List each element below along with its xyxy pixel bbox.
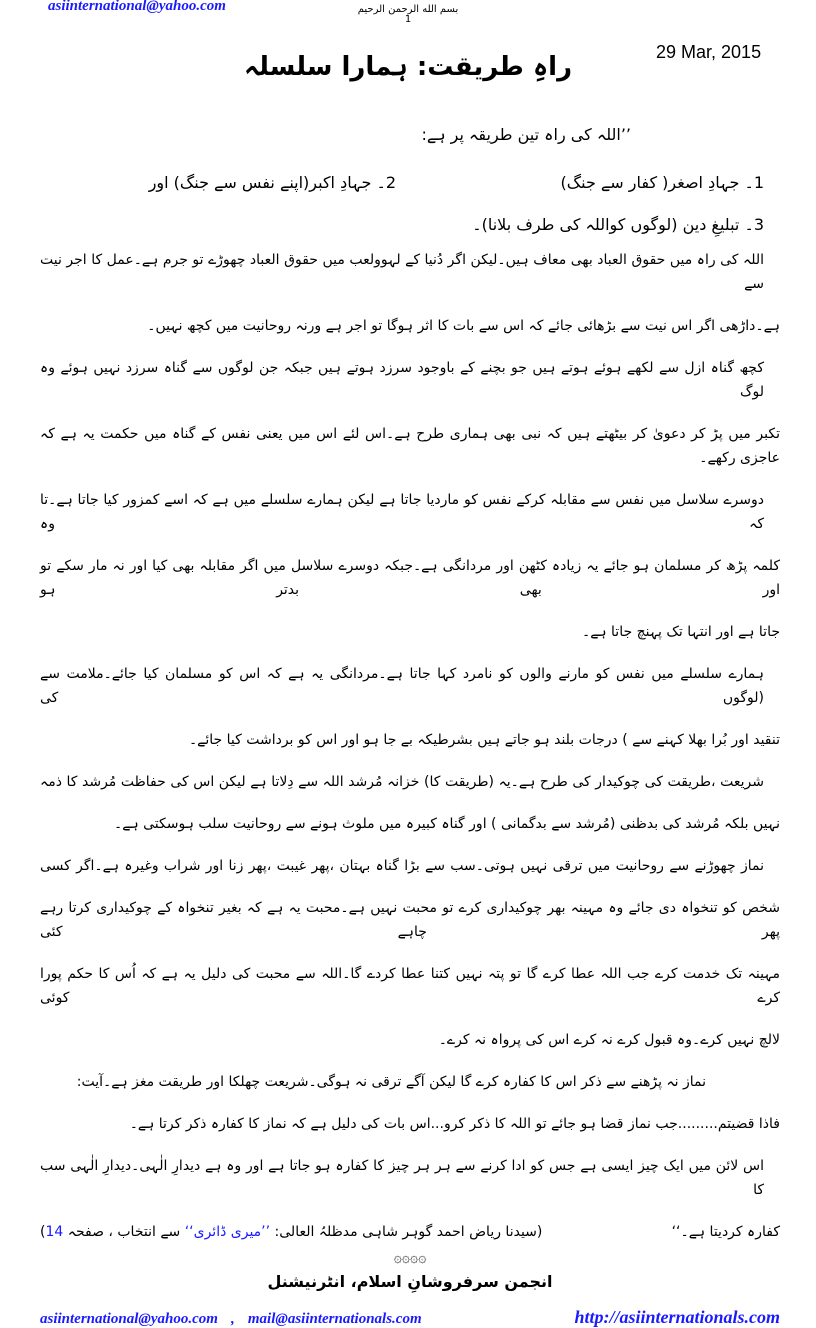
paragraph-5-line: نہیں بلکہ مُرشد کی بدظنی (مُرشد سے بدگمانی ) اور گناہ کبیرہ میں ملوث ہونے سے روحانیت سلب ہوسکتی ہے۔ [114,816,780,832]
footer-email-link[interactable]: asiinternational@yahoo.com [40,1311,218,1327]
page-number: 1 [404,14,412,25]
footer [40,1307,780,1328]
citation-middle: سے انتخاب ، صفحہ [67,1224,181,1240]
footer-separator: , [231,1311,235,1327]
paragraph-2-line: تکبر میں پڑ کر دعویٰ کر بیٹھتے ہیں کہ نبی بھی ہماری طرح ہے۔اس لئے اس میں یعنی نفس کے گناہ میں حکمت یہ ہے کہ عاجزی رکھے۔ [40,426,780,466]
intro-text: ’’اللہ کی راہ تین طریقہ پر ہے: [421,125,631,144]
bismillah: بسم الله الرحمن الرحیم [357,4,459,15]
paragraph-3-line: جاتا ہے اور انتہا تک پہنچ جاتا ہے۔ [581,624,780,640]
citation-prefix: (سیدنا ریاض احمد گوہر شاہی مدظلہُ العالی: [274,1224,543,1240]
list-item-1: 1۔ جہادِ اصغر( کفار سے جنگ) [560,173,764,192]
paragraph-1-line: اللہ کی راہ میں حقوق العباد بھی معاف ہیں۔لیکن اگر دُنیا کے لہوولعب میں حقوق العباد چھوڑے تو جرم ہے۔عمل کا اجر نیت سے [40,252,764,292]
footer-mail-link[interactable]: mail@asiinternationals.com [247,1311,422,1327]
ornament-divider: ۞۞۞۞ [393,1250,427,1266]
paragraph-6-line: مہینہ تک خدمت کرے جب اللہ عطا کرے گا تو پتہ نہیں کتنا عطا کردے گا۔اللہ سے محبت کی دلیل یہ ہے کہ اُس کا حکم پورا کرے کوئی [40,966,780,1006]
paragraph-3-line: دوسرے سلاسل میں نفس سے مقابلہ کرکے نفس کو ماردیا جاتا ہے لیکن ہمارے سلسلے میں ہے کہ اسے کمزور کیا جاتا ہے۔تا کہ وہ [40,492,764,532]
document-date: 29 Mar, 2015 [656,42,762,62]
paragraph-3-line: کلمہ پڑھ کر مسلمان ہو جائے یہ زیادہ کٹھن اور مردانگی ہے۔جبکہ دوسرے سلاسل میں اگر مقابلہ بھی کیا اور نہ مار سکے تو اور بھی بدتر ہو [40,558,780,598]
paragraph-5-line: شریعت ،طریقت کی چوکیدار کی طرح ہے۔یہ (طریقت کا) خزانہ مُرشد اللہ سے دِلاتا ہے لیکن اس کی حفاظت مُرشد کا ذمہ [40,774,764,790]
paragraph-1-line: ہے۔داڑھی اگر اس نیت سے بڑھائی جائے کہ اس سے بات کا اثر ہوگا تو اجر ہے ورنہ روحانیت میں کچھ نہیں۔ [147,318,780,334]
closing-line: کفارہ کردیتا ہے۔‘‘ [671,1224,780,1240]
list-item-3: 3۔ تبلیغِ دین (لوگوں کواللہ کی طرف بلانا)۔ [472,215,764,234]
paragraph-7-line: نماز نہ پڑھنے سے ذکر اس کا کفارہ کرے گا لیکن آگے ترقی نہ ہوگی۔شریعت چھلکا اور طریقت مغز ہے۔آیت: [76,1074,706,1090]
citation-close: ) [40,1224,46,1240]
paragraphs [40,248,780,1202]
footer-emails [40,1308,430,1328]
citation [40,1220,542,1244]
citation-page: 14 [45,1224,64,1240]
organization-name: انجمن سرفروشانِ اسلام، انٹرنیشنل [267,1272,553,1291]
paragraph-6-line: شخص کو تنخواہ دی جائے وہ مہینہ بھر چوکیداری کرے تو محبت نہیں ہے۔محبت یہ ہے کہ بغیر تنخواہ کے چوکیداری کرتا رہے پھر چاہے کئی [40,900,780,940]
paragraph-4-line: تنقید اور بُرا بھلا کہنے سے ) درجات بلند ہو جاتے ہیں بشرطیکہ بے جا ہو اور اس کو برداشت کیا جائے۔ [188,732,780,748]
paragraph-4-line: ہمارے سلسلے میں نفس کو مارنے والوں کو نامرد کہا جاتا ہے۔مردانگی یہ ہے کہ اس کو مسلمان کیا جائے۔ملامت سے (لوگوں کی [40,666,764,706]
citation-book: ’’میری ڈائری‘‘ [184,1224,271,1240]
paragraph-6-line: لالچ نہیں کرے۔وہ قبول کرے نہ کرے اس کی پرواہ نہ کرے۔ [438,1032,780,1048]
page-title: راہِ طریقت: ہمارا سلسلہ [243,52,573,82]
website-link[interactable]: http://asiinternationals.com [574,1307,780,1327]
document-body [40,248,780,1328]
closing-row [40,1220,780,1244]
paragraph-2-line: کچھ گناہ ازل سے لکھے ہوئے ہوتے ہیں جو بچنے کے باوجود سرزد ہوتے ہیں جبکہ جن لوگوں سے گناہ سرزد نہیں ہوئے وہ لوگ [40,360,764,400]
list-item-2: 2۔ جہادِ اکبر(اپنے نفس سے جنگ) اور [148,173,396,192]
paragraph-7-line: فاذا قضیتم.........جب نماز قضا ہو جائے تو اللہ کا ذکر کرو...اس بات کی دلیل ہے کہ نماز کا کفارہ ذکر کرتا ہے۔ [129,1116,780,1132]
header-email-link[interactable]: asiinternational@yahoo.com [48,0,226,14]
paragraph-8-line: اس لائن میں ایک چیز ایسی ہے جس کو ادا کرنے سے ہر ہر چیز کا کفارہ ہو جاتا ہے اور وہ ہے دیدارِ الٰہی۔دیدارِ الٰہی سب کا [40,1158,764,1198]
paragraph-6-line: نماز چھوڑنے سے روحانیت میں ترقی نہیں ہوتی۔سب سے بڑا گناہ بہتان ،پھر غیبت ،پھر زنا اور شراب وغیرہ ہے۔اگر کسی [40,858,764,874]
